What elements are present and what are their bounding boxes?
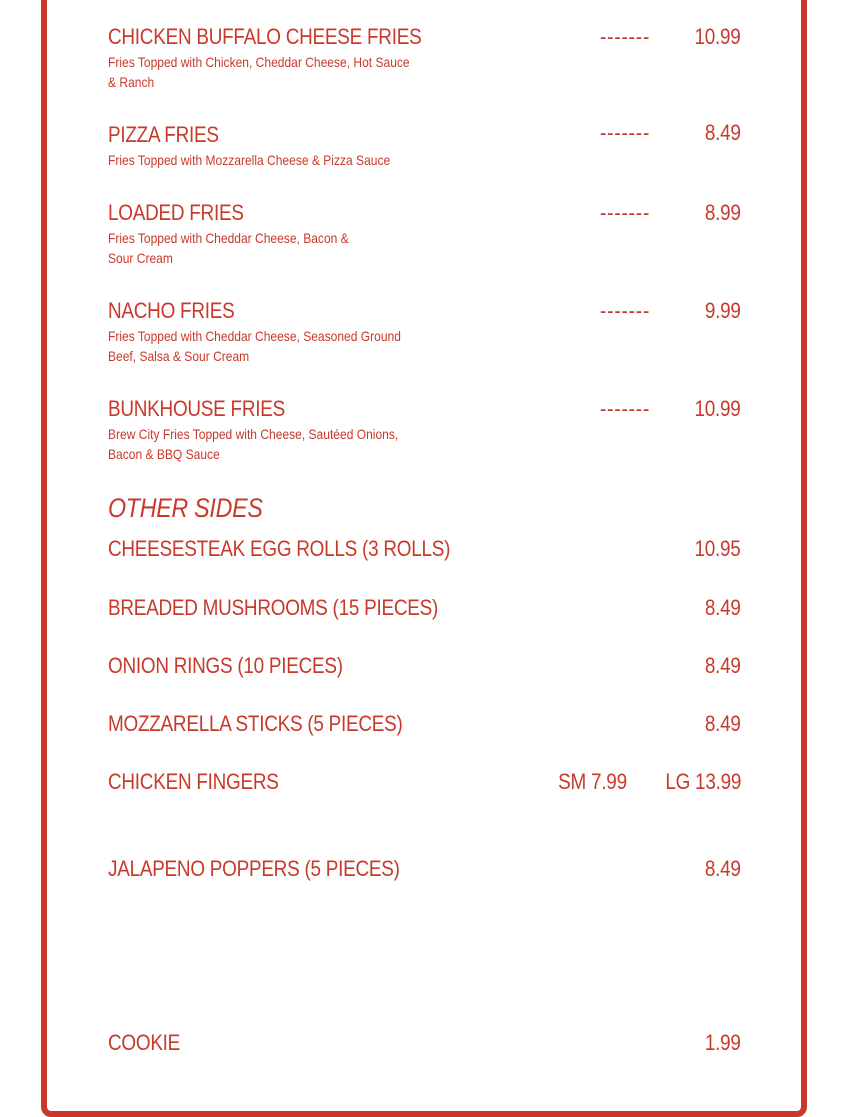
item-price: 1.99 — [705, 1030, 741, 1055]
item-name: CHEESESTEAK EGG ROLLS (3 ROLLS) — [108, 536, 451, 561]
item-name: BUNKHOUSE FRIES — [108, 396, 285, 421]
item-name: NACHO FRIES — [108, 298, 235, 323]
item-description — [108, 228, 422, 268]
section-title-other-sides: OTHER SIDES — [108, 493, 263, 523]
item-name: ONION RINGS (10 PIECES) — [108, 653, 343, 678]
item-price-large: LG 13.99 — [665, 769, 741, 794]
item-name: LOADED FRIES — [108, 200, 244, 225]
item-dashes: ------- — [600, 120, 651, 145]
item-price: 10.99 — [694, 396, 741, 421]
item-price: 10.99 — [694, 24, 741, 49]
item-price: 8.49 — [705, 856, 741, 881]
item-description — [108, 52, 422, 92]
item-dashes: ------- — [600, 396, 651, 421]
item-dashes: ------- — [600, 298, 651, 323]
item-dashes: ------- — [600, 24, 651, 49]
item-price: 8.49 — [705, 595, 741, 620]
desc-line: Sour Cream — [108, 250, 173, 266]
item-name: CHICKEN BUFFALO CHEESE FRIES — [108, 24, 422, 49]
item-description — [108, 326, 422, 366]
desc-line: Beef, Salsa & Sour Cream — [108, 348, 250, 364]
item-name: CHICKEN FINGERS — [108, 769, 279, 794]
item-description — [108, 424, 422, 464]
desc-line: Fries Topped with Mozzarella Cheese & Pizza Sauce — [108, 152, 391, 168]
desc-line: Fries Topped with Cheddar Cheese, Seasoned Ground — [108, 328, 401, 344]
item-price: 8.49 — [705, 653, 741, 678]
desc-line: & Ranch — [108, 74, 155, 90]
item-name: COOKIE — [108, 1030, 181, 1055]
item-price: 8.49 — [705, 711, 741, 736]
desc-line: Fries Topped with Cheddar Cheese, Bacon & — [108, 230, 349, 246]
item-price: 8.99 — [705, 200, 741, 225]
item-name: BREADED MUSHROOMS (15 PIECES) — [108, 595, 438, 620]
item-price-small: SM 7.99 — [558, 769, 627, 794]
item-price: 8.49 — [705, 120, 741, 145]
desc-line: Fries Topped with Chicken, Cheddar Cheese, Hot Sauce — [108, 54, 410, 70]
item-price: 9.99 — [705, 298, 741, 323]
desc-line: Brew City Fries Topped with Cheese, Sautéed Onions, — [108, 426, 399, 442]
item-name: JALAPENO POPPERS (5 PIECES) — [108, 856, 400, 881]
item-description — [108, 150, 422, 170]
item-dashes: ------- — [600, 200, 651, 225]
item-price: 10.95 — [694, 536, 741, 561]
item-name: MOZZARELLA STICKS (5 PIECES) — [108, 711, 403, 736]
item-name: PIZZA FRIES — [108, 122, 219, 147]
desc-line: Bacon & BBQ Sauce — [108, 446, 220, 462]
